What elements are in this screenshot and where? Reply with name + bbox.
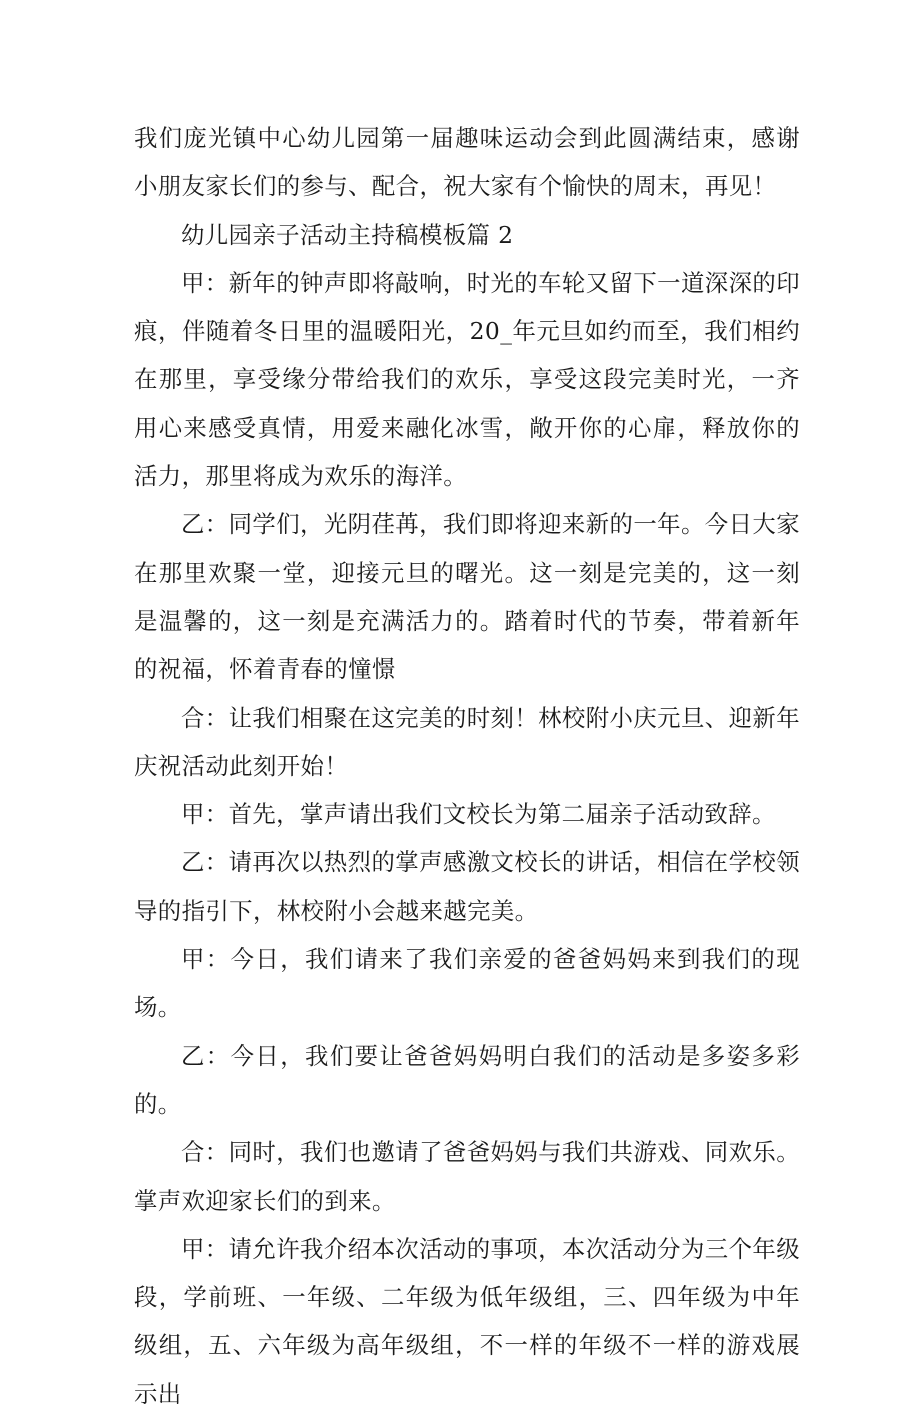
paragraph-jia-principal: 甲：首先，掌声请出我们文校长为第二届亲子活动致辞。 xyxy=(181,800,776,829)
paragraph-yi-thanks: 乙：请再次以热烈的掌声感激文校长的讲话，相信在学校领导的指引下，林校附小会越来越完美。 xyxy=(134,848,800,925)
paragraph-jia-parents: 甲：今日，我们请来了我们亲爱的爸爸妈妈来到我们的现场。 xyxy=(134,945,800,1022)
paragraph-jia-opening: 甲：新年的钟声即将敲响，时光的车轮又留下一道深深的印痕，伴随着冬日里的温暖阳光，20_年元旦如约而至，我们相约在那里，享受缘分带给我们的欢乐，享受这段完美时光，一齐用心来感受真情，用爱来融化冰雪，敞开你的心扉，释放你的活力，那里将成为欢乐的海洋。 xyxy=(134,268,800,491)
document-body xyxy=(134,114,800,1418)
paragraph-he-start: 合：让我们相聚在这完美的时刻！林校附小庆元旦、迎新年庆祝活动此刻开始！ xyxy=(134,703,800,780)
paragraph-yi-opening: 乙：同学们，光阴荏苒，我们即将迎来新的一年。今日大家在那里欢聚一堂，迎接元旦的曙光。这一刻是完美的，这一刻是温馨的，这一刻是充满活力的。踏着时代的节奏，带着新年的祝福，怀着青春的憧憬 xyxy=(134,510,800,684)
paragraph-closing: 我们庞光镇中心幼儿园第一届趣味运动会到此圆满结束，感谢小朋友家长们的参与、配合，祝大家有个愉快的周末，再见！ xyxy=(134,124,800,201)
paragraph-jia-introduction: 甲：请允许我介绍本次活动的事项，本次活动分为三个年级段，学前班、一年级、二年级为低年级组，三、四年级为中年级组，五、六年级为高年级组，不一样的年级不一样的游戏展示出 xyxy=(134,1234,800,1408)
paragraph-he-welcome: 合：同时，我们也邀请了爸爸妈妈与我们共游戏、同欢乐。掌声欢迎家长们的到来。 xyxy=(134,1138,800,1215)
section-heading: 幼儿园亲子活动主持稿模板篇 2 xyxy=(181,220,514,249)
paragraph-yi-activities: 乙：今日，我们要让爸爸妈妈明白我们的活动是多姿多彩的。 xyxy=(134,1041,800,1118)
